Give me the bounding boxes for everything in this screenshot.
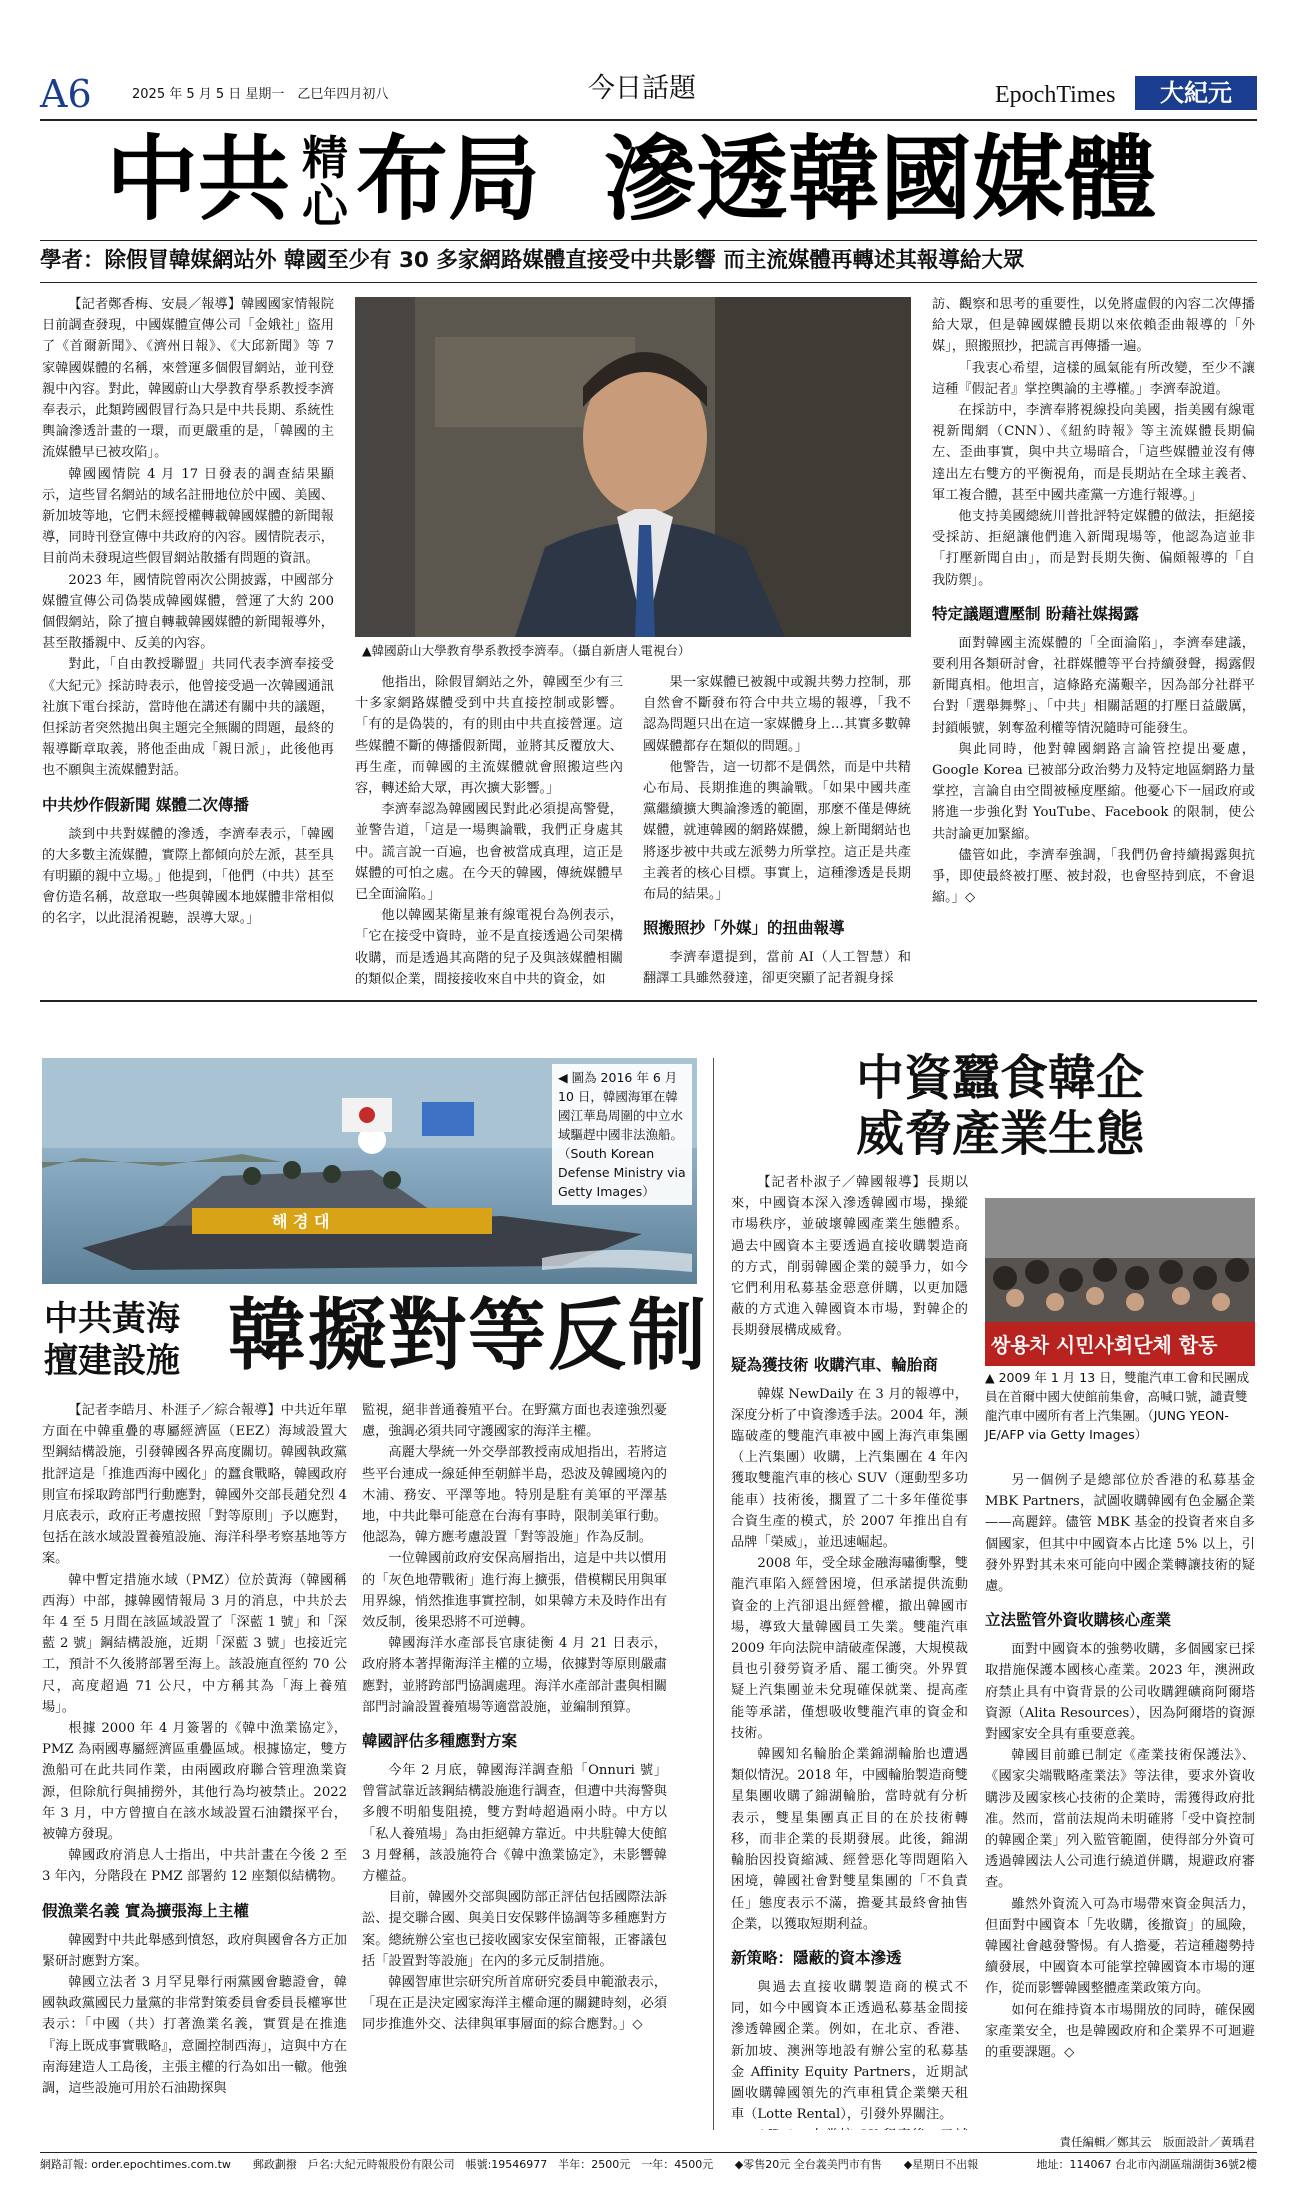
paragraph: 雖然外資流入可為市場帶來資金與活力，但面對中國資本「先收購，後撤資」的風險，韓國社會越發警惕。有人擔憂，若這種趨勢持續發展，中國資本可能掌控韓國資本市場的運作，從而影響韓國整體產業政策方向。 [985,1896,1255,1997]
paragraph: 如何在維持資本市場開放的同時，確保國家產業安全，也是韓國政府和企業界不可迴避的重要課題。◇ [985,2002,1255,2061]
story2-column-1 [42,1400,347,2130]
paragraph: 儘管如此，李濟奉強調，「我們仍會持續揭露與抗爭，即使最終被打壓、被封殺，也會堅持到底，不會退縮。」◇ [932,847,1255,906]
subhead-bottom-rule [40,282,1257,283]
paragraph: 韓媒 NewDaily 在 3 月的報導中，深度分析了中資滲透手法。2004 年，濒臨破產的雙龍汽車被中國上海汽車集團（上汽集團）收購，上汽集團在 4 年內獲取雙龍汽車的核心 SUV（運動型多功能車）技術後，擱置了二十多年僅從事合資生產的模式，於 2007 年推出自有品牌「榮威」，並迅速崛起。 [731,1386,968,1551]
paragraph: 韓國智庫世宗研究所首席研究委員申範澈表示，「現在正是決定國家海洋主權命運的關鍵時刻，必須同步推進外交、法律與軍事層面的綜合應對。」◇ [362,1975,667,2033]
footer-rule [40,2152,1257,2153]
headline-part-c: 滲透韓國媒體 [604,126,1157,233]
paragraph: 果一家媒體已被親中或親共勢力控制，那自然會不斷發布符合中共立場的報導，「我不認為問題只出在這一家媒體身上…其實多數韓國媒體都存在類似的問題。」 [643,675,911,754]
kicker-line-1: 中共黃海 [44,1299,180,1339]
paragraph: 韓國國情院 4 月 17 日發表的調查結果顯示，這些冒名網站的域名註冊地位於中國、美國、新加坡等地，它們未經授權轉載韓國媒體的新聞報導，同時刊登宣傳中共政府的內容。國情院表示，目前尚未發現這些假冒網站散播有問題的資訊。 [42,466,334,567]
paragraph: 他指出，除假冒網站之外，韓國至少有三十多家網路媒體受到中共直接控制或影響。「有的是偽裝的，有的則由中共直接營運。這些媒體不斷的傳播假新聞，並將其反覆放大、再生產，而韓國的主流媒體就會照搬這些內容，轉述給大眾，再次擴大影響。」 [355,675,623,797]
paragraph: 【記者李皓月、朴涯子／綜合報導】中共近年單方面在中韓重疊的專屬經濟區（EEZ）海域設置大型鋼結構設施，引發韓國各界高度關切。韓國執政黨批評這是「推進西海中國化」的蠶食戰略，韓國政府則宣布採取跨部門行動應對，韓國外交部長趙兌烈 4 月底表示，政府正考慮按照「對等原則」予以應對，包括在該水域設置養殖設施、海洋科學考察基地等方案。 [42,1403,347,1567]
story2-headline: 韓擬對等反制 [228,1291,709,1381]
paragraph: 一位韓國前政府安保高層指出，這是中共以慣用的「灰色地帶戰術」進行海上擴張，借模糊民用與軍用界線，悄然推進事實控制，如果韓方未及時作出有效反制，後果恐將不可逆轉。 [362,1551,667,1631]
subheading: 中共炒作假新聞 媒體二次傳播 [42,795,249,814]
paragraph: 【記者朴淑子／韓國報導】長期以來，中國資本深入滲透韓國市場，操縱市場秩序，並破壞韓國產業生態體系。過去中國資本主要透過直接收購製造商的方式，削弱韓國企業的競爭力，如今它們利用私募基金惡意併購，以更加隱蔽的方式進入韓國資本市場，對韓企的長期發展構成威脅。 [731,1175,968,1339]
paragraph: 與過去直接收購製造商的模式不同，如今中國資本正透過私募基金間接滲透韓國企業。例如，在北京、香港、新加坡、澳洲等地設有辦公室的私募基金 Affinity Equity Partners，近期試圖收購韓國領先的汽車租賃企業樂天租車（Lotte Rental），引發外界關注。 [731,1979,968,2123]
subheading: 疑為獲技術 收購汽車、輪胎商 [731,1355,938,1374]
paragraph: 他以韓國某衛星兼有線電視台為例表示，「它在接受中資時，並不是直接透過公司架構收購，而是透過其高階的兒子及與該媒體相關的類似企業，間接接收來自中共的資金，如 [355,908,623,987]
headline-line-2: 威脅產業生態 [855,1106,1144,1162]
paragraph: 監視，絕非普通養殖平台。在野黨方面也表達強烈憂慮，強調必須共同守護國家的海洋主權。 [362,1403,667,1440]
headline-part-b: 布局 [356,126,541,233]
story1-column-1 [42,294,334,988]
story1-photo [355,297,911,637]
brand-english: EpochTimes [995,82,1116,108]
story-divider-vertical [713,1058,714,2130]
banner-text: 쌍용차 시민사회단체 합동 [991,1333,1218,1357]
protest-illustration [985,1198,1255,1366]
subheading: 新策略：隱蔽的資本滲透 [731,1948,902,1967]
paragraph: 目前，韓國外交部與國防部正評估包括國際法訴訟、提交聯合國、與美日安保夥伴協調等多種應對方案。總統辦公室也已接收國家安保室簡報，正審議包括「設置對等設施」在內的多元反制措施。 [362,1890,667,1969]
story1-column-2 [355,672,623,990]
credits: 責任編輯／鄭其云 版面設計／黃瑀君 [1059,2135,1255,2149]
paragraph: 他支持美國總統川普批評特定媒體的做法，拒絕接受採訪、拒絕讓他們進入新聞現場等，他認為這並非「打壓新聞自由」，而是對長期失衡、偏頗報導的「自我防禦」。 [932,509,1255,588]
paragraph: 談到中共對媒體的滲透，李濟奉表示，「韓國的大多數主流媒體，實際上都傾向於左派，甚至具有明顯的親中立場。」他提到，「他們（中共）甚至會仿造名稱，故意取一些與韓國本地媒體非常相似的名字，以此混淆視聽，誤導大眾。」 [42,826,334,927]
issue-date: 2025 年 5 月 5 日 星期一 乙巳年四月初八 [132,87,389,102]
story3-headline [800,1050,1200,1168]
paragraph: 另一個例子是總部位於香港的私募基金 MBK Partners，試圖收購韓國有色金屬企業——高麗鋅。儘管 MBK 基金的投資者來自多個國家，但其中中國資本占比達 5% 以上，引發外界對其未來可能向中國企業轉讓技術的疑慮。 [985,1473,1255,1595]
subscription-info: 網路訂報: order.epochtimes.com.tw 郵政劃撥 戶名:大紀元時報股份有限公司 帳號:19546977 半年：2500元 一年：4500元 [40,2158,714,2171]
paragraph: 根據 2000 年 4 月簽署的《韓中漁業協定》，PMZ 為兩國專屬經濟區重疊區域。根據協定，雙方漁船可在此共同作業，由兩國政府聯合管理漁業資源，但除航行與捕撈外，其他行為均被禁止。2022 年 3 月，中方曾擅自在該水域設置石油鑽探平台，被韓方發現。 [42,1721,347,1843]
paragraph: 2008 年，受全球金融海嘯衝擊，雙龍汽車陷入經營困境，但承諾提供流動資金的上汽卻退出經營權，撤出韓國市場，導致大量韓國員工失業。雙龍汽車 2009 年向法院申請破產保護，大規模裁員也引發勞資矛盾、罷工衝突。外界質疑上汽集團並未兌現確保就業、提高產能等承諾，僅想吸收雙龍汽車的資金和技術。 [731,1556,968,1741]
subheading: 假漁業名義 實為擴張海上主權 [42,1901,249,1920]
paragraph: 面對韓國主流媒體的「全面淪陷」，李濟奉建議，要利用各類研討會，社群媒體等平台持續發聲，揭露假新聞真相。他坦言，這條路充滿艱辛，因為部分社群平台對「選舉舞弊」、「中共」相關話題的打壓日益嚴厲，封鎖帳號，剝奪盈利權等情況隨時可能發生。 [932,635,1255,736]
headline-small-1: 精 [302,131,348,185]
paragraph: 李濟奉還提到，當前 AI（人工智慧）和翻譯工具雖然發達，卻更突顯了記者親身採 [643,950,911,987]
section-title: 今日話題 [588,73,696,104]
header-rule [40,119,1257,121]
paragraph: 韓國對中共此舉感到憤怒，政府與國會各方正加緊研討應對方案。 [42,1932,347,1969]
paragraph: 高麗大學統一外交學部教授南成旭指出，若將這些平台連成一線延伸至朝鮮半島，恐波及韓國境內的木浦、務安、平澤等地。特別是駐有美軍的平澤基地，中共此舉可能意在台海有事時，限制美軍行動。他認為，韓方應考慮設置「對等設施」作為反制。 [362,1445,667,1546]
story1-column-3 [643,672,911,990]
subheading: 特定議題遭壓制 盼藉社媒揭露 [932,604,1139,623]
headline-part-a: 中共 [106,126,291,233]
paragraph: 今年 2 月底，韓國海洋調查船「Onnuri 號」曾嘗試靠近該鋼結構設施進行調查，但遭中共海警與多艘不明船隻阻撓，雙方對峙超過兩小時。中方以「私人養殖場」為由拒絕韓方靠近。中共駐韓大使館 3 月聲稱，該設施符合《韓中漁業協定》，未影響韓方權益。 [362,1763,667,1885]
mid-page-rule [40,1000,1257,1002]
story3-column-1 [731,1172,968,2130]
subheading: 立法監管外資收購核心產業 [985,1611,1172,1630]
paragraph: 韓中暫定措施水域（PMZ）位於黃海（韓國稱西海）中部，據韓國情報局 3 月的消息，中共於去年 4 至 5 月間在該區域設置了「深藍 1 號」和「深藍 2 號」鋼結構設施，近期「深藍 3 號」也接近完工，預計不久後將部署至海上。該設施直徑約 70 公尺，高度超過 71 公尺，中方稱其為「海上養殖場」。 [42,1572,347,1715]
paragraph: 韓國立法者 3 月罕見舉行兩黨國會聽證會，韓國執政黨國民力量黨的非常對策委員會委員長權寧世表示：「中國（共）打著漁業名義，實質是在推進『海上既成事實戰略』，意圖控制西海」，這與中方在南海建造人工島後，主張主權的行為如出一轍。他強調，這些設施可用於石油勘探與 [42,1975,347,2097]
paragraph: 韓國政府消息人士指出，中共計畫在今後 2 至 3 年內，分階段在 PMZ 部署約 12 座類似結構物。 [42,1848,347,1885]
story3-photo-caption: ▲ 2009 年 1 月 13 日，雙龍汽車工會和民團成員在首爾中國大使館前集會，高喊口號，譴責雙龍汽車中國所有者上汽集團。（JUNG YEON-JE/AFP via Getty Images） [985,1370,1250,1442]
story1-headline [106,126,1206,238]
story3-photo [985,1198,1255,1366]
paragraph: 韓國目前雖已制定《產業技術保護法》、《國家尖端戰略產業法》等法律，要求外資收購涉及國家核心技術的企業時，需獲得政府批准。然而，當前法規尚未明確將「受中資控制的韓國企業」列入監管範圍，使得部分外資可透過韓國法人公司進行繞道併購，規避政府審查。 [985,1748,1255,1891]
kicker-line-2: 擅建設施 [44,1341,180,1381]
story2-photo-caption: ◀ 圖為 2016 年 6 月 10 日，韓國海軍在韓國江華島周圍的中立水域驅趕中國非法漁船。（South Korean Defense Ministry via Getty Images） [552,1064,692,1205]
paragraph: 「我衷心希望，這樣的風氣能有所改變，至少不讓這種『假記者』掌控輿論的主導權。」李濟奉說道。 [932,360,1255,397]
page-number: A6 [40,72,92,116]
portrait-illustration [355,297,911,637]
brand-logo: 大紀元 [1135,76,1257,110]
headline-small-2: 心 [302,179,348,233]
paragraph: 韓國知名輪胎企業錦湖輪胎也遭遇類似情況。2018 年，中國輪胎製造商雙星集團收購了錦湖輪胎，當時就有分析表示，雙星集團真正目的在於技術轉移，而非企業的長期發展。此後，錦湖輪胎因投資縮減、經營惡化等問題陷入困境，韓國社會對雙星集團的「不負責任」態度表示不滿，擔憂其最終會抽售企業，以獲取短期利益。 [731,1747,968,1932]
price-info: ◆零售20元 全台義美門市有售 ◆星期日不出報 [734,2158,979,2171]
office-address: 地址：114067 台北市內湖區瑞湖街36號2樓 [1036,2158,1257,2171]
paragraph: 他警告，這一切都不是偶然，而是中共精心布局、長期推進的輿論戰。「如果中國共產黨繼續擴大輿論滲透的範圍，那麼不僅是傳統媒體，就連韓國的網路媒體，線上新聞網站也將逐步被中共或左派勢力所掌控。這正是共產主義者的核心目標。事實上，這種滲透是長期布局的結果。」 [643,759,911,903]
story3-column-2 [985,1470,1255,2130]
subheading: 照搬照抄「外媒」的扭曲報導 [643,919,845,938]
paragraph: 韓國海洋水產部長官康徒衡 4 月 21 日表示，政府將本著捍衛海洋主權的立場，依據對等原則嚴肅應對，並將跨部門協調處理。海洋水產部計畫與相關部門討論設置養殖場等適當設施，並編制預算。 [362,1636,667,1715]
headline-line-1: 中資蠶食韓企 [855,1050,1144,1106]
story1-column-4 [932,294,1255,988]
paragraph: 在採訪中，李濟奉將視線投向美國，指美國有線電視新聞網（CNN）、《紐約時報》等主流媒體長期偏左、歪曲事實，與中共立場暗合，「這些媒體並沒有傳達出左右雙方的平衡視角，而是長期站在全球主義者、軍工複合體，甚至中國共產黨一方進行報導。」 [932,403,1255,503]
paragraph: 與此同時，他對韓國網路言論管控提出憂慮，Google Korea 已被部分政治勢力及特定地區網路力量掌控，言論自由空間被極度壓縮。他憂心下一屆政府或將進一步強化對 YouTube、Facebook 的限制，使公共討論更加緊縮。 [932,741,1255,842]
subhead-top-rule [40,240,1257,241]
paragraph: 訪、觀察和思考的重要性，以免將虛假的內容二次傳播給大眾，但是韓國媒體長期以來依賴歪曲報導的「外媒」，照搬照抄，把謊言再傳播一遍。 [932,297,1255,355]
story1-subhead: 學者：除假冒韓媒網站外 韓國至少有 30 多家網路媒體直接受中共影響 而主流媒體再轉述其報導給大眾 [40,248,1025,273]
footer-bar [40,2156,1257,2176]
paragraph [731,2125,968,2130]
subheading: 韓國評估多種應對方案 [362,1732,518,1751]
page-header [40,68,1257,120]
paragraph: 【記者鄭香梅、安晨／報導】韓國國家情報院日前調查發現，中國媒體宣傳公司「金娥社」盜用了《首爾新聞》、《濟州日報》、《大邱新聞》等 7 家韓國媒體的名稱，來營運多個假冒網站，並刊登親中內容。對此，韓國蔚山大學教育學系教授李濟奉表示，此類跨國假冒行為只是中共長期、系統性輿論滲透計畫的一環，而更嚴重的是，「韓國的主流媒體早已被攻陷」。 [42,297,334,461]
paragraph: 2023 年，國情院曾兩次公開披露，中國部分媒體宣傳公司偽裝成韓國媒體，營運了大約 200 個假網站，除了擅自轉載韓國媒體的新聞報導外，甚至散播親中、反美的內容。 [42,572,334,652]
story2-kicker [44,1298,204,1394]
boat-hull-text: 해 경 대 [272,1212,330,1231]
paragraph: 對此，「自由教授聯盟」共同代表李濟奉接受《大紀元》採訪時表示，他曾接受過一次韓國通訊社旗下電台採訪，當時他在講述有關中共的議題，但採訪者突然拋出與主題完全無關的問題，最終的報導斷章取義，將他歪曲成「親日派」，此後他再也不願與主流媒體對話。 [42,657,334,779]
story1-photo-caption: ▲韓國蔚山大學教育學系教授李濟奉。（攝自新唐人電視台） [362,643,691,658]
story2-column-2 [362,1400,667,2130]
paragraph: 面對中國資本的強勢收購，多個國家已採取措施保護本國核心產業。2023 年，澳洲政府禁止具有中資背景的公司收購鋰礦商阿爾塔資源（Alita Resources），因為阿爾塔的資源對國家安全具有重要意義。 [985,1642,1255,1743]
paragraph: 李濟奉認為韓國國民對此必須提高警覺，並警告道，「這是一場輿論戰，我們正身處其中。謊言說一百遍，也會被當成真理，這正是媒體的可怕之處。在今天的韓國，傳統媒體早已全面淪陷。」 [355,802,623,903]
